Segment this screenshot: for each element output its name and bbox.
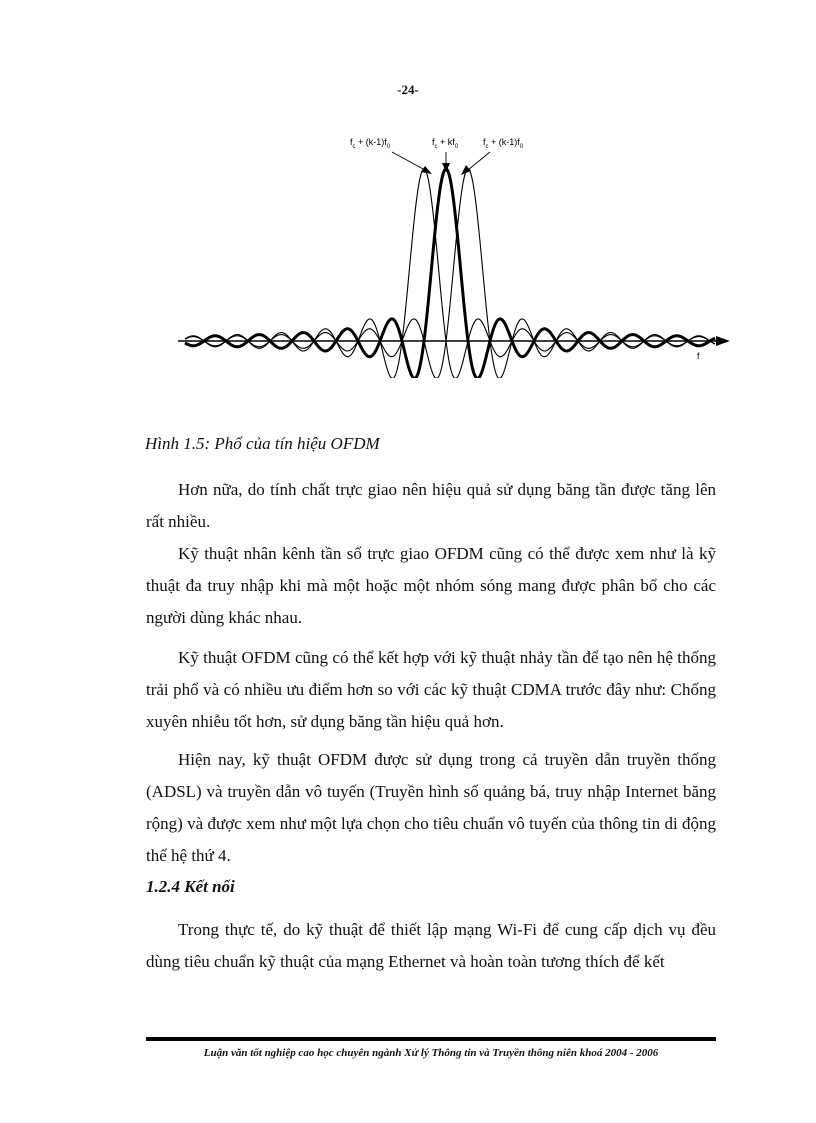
- section-heading: 1.2.4 Kết nối: [146, 877, 235, 896]
- left-subcarrier-label: $f_c + (k-1)f_0$: [350, 137, 391, 150]
- axis-label: f: [697, 351, 700, 361]
- right-pointer-arrowhead: [461, 165, 471, 175]
- page-number: -24-: [397, 82, 419, 97]
- ofdm-spectrum-figure: [170, 128, 740, 378]
- right-pointer-line: [468, 152, 490, 170]
- footer-text: Luận văn tốt nghiệp cao học chuyên ngành Xử lý Thông tin và Truyền thông niên khoá 2004 - 2006: [203, 1047, 659, 1059]
- paragraph-3: Kỹ thuật OFDM cũng có thể kết hợp với kỹ thuật nhảy tần để tạo nên hệ thống trải phổ và có nhiều ưu điểm hơn so với các kỹ thuật CDMA trước đây như: Chống xuyên nhiễu tốt hơn, sử dụng băng tần hiệu quả hơn.: [146, 648, 716, 731]
- paragraph-1: Hơn nữa, do tính chất trực giao nên hiệu quả sử dụng băng tần được tăng lên rất nhiều.: [146, 480, 716, 531]
- left-pointer-line: [392, 152, 425, 170]
- right-subcarrier-label: $f_c + (k-1)f_0$: [483, 137, 524, 150]
- paragraph-2: Kỹ thuật nhân kênh tần số trực giao OFDM cũng có thể được xem như là kỹ thuật đa truy nhập khi mà một hoặc một nhóm sóng mang được phân bổ cho các người dùng khác nhau.: [146, 544, 716, 627]
- paragraph-5: Trong thực tế, do kỹ thuật để thiết lập mạng Wi-Fi để cung cấp dịch vụ đều dùng tiêu chuẩn kỹ thuật của mạng Ethernet và hoàn toàn tương thích để kết: [146, 920, 716, 971]
- center-subcarrier-label: $f_c + kf_0$: [432, 137, 459, 150]
- left-pointer-arrowhead: [421, 166, 432, 174]
- axis-arrowhead: [716, 336, 730, 346]
- paragraph-4: Hiện nay, kỹ thuật OFDM được sử dụng trong cả truyền dẫn truyền thống (ADSL) và truyền dẫn vô tuyến (Truyền hình số quảng bá, truy nhập Internet băng rộng) và được xem như một lựa chọn cho tiêu chuẩn vô tuyến của thông tin di động thế hệ thứ 4.: [146, 750, 716, 865]
- subcarrier-left-curve: [185, 169, 715, 378]
- footer-rule-thick: [146, 1037, 716, 1041]
- figure-caption: Hình 1.5: Phổ của tín hiệu OFDM: [145, 434, 380, 453]
